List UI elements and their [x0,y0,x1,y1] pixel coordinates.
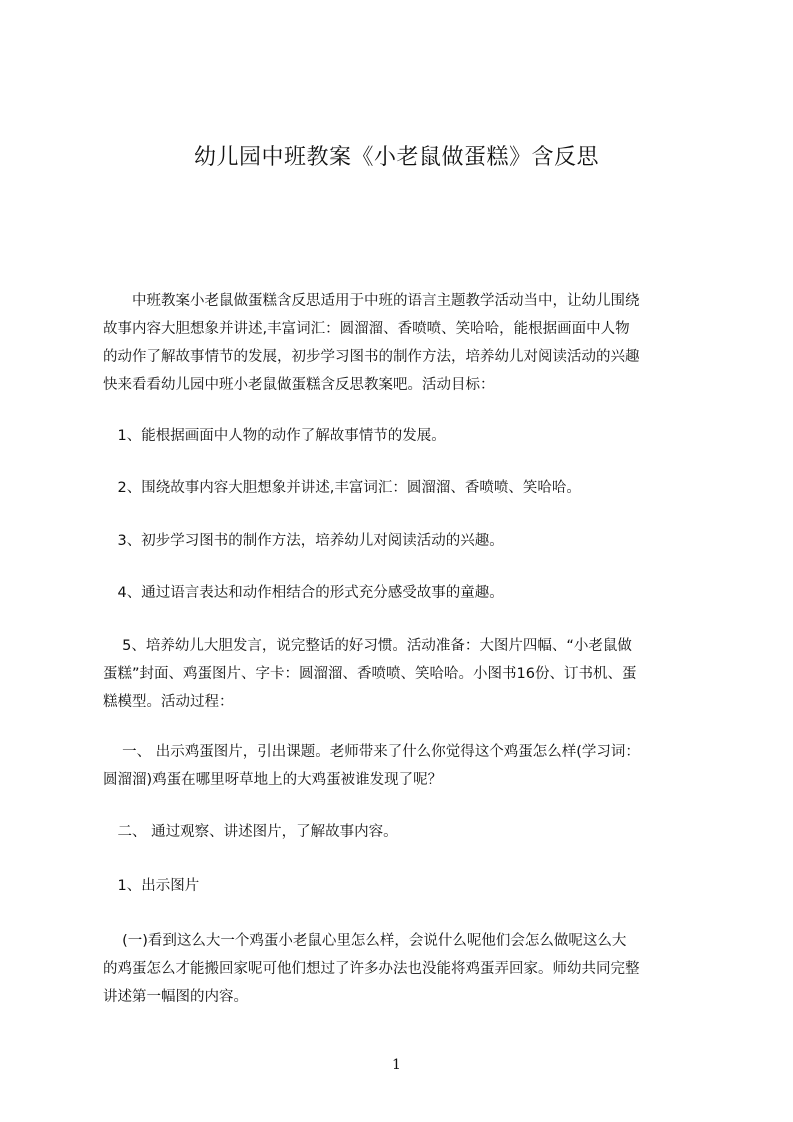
page-title: 幼儿园中班教案《小老鼠做蛋糕》含反思 [193,145,599,170]
step-2-heading: 二、 通过观察、讲述图片，了解故事内容。 [103,824,398,840]
goal-item-4: 4、通过语言表达和动作相结合的形式充分感受故事的童趣。 [103,585,504,601]
goal-item-1: 1、能根据画面中人物的动作了解故事情节的发展。 [103,428,446,444]
text-line: 一、 出示鸡蛋图片，引出课题。老师带来了什么你觉得这个鸡蛋怎么样(学习词： [103,744,640,760]
step-1-paragraph [103,738,703,794]
text-line: (一)看到这么大一个鸡蛋小老鼠心里怎么样，会说什么呢他们会怎么做呢这么大 [103,933,627,949]
text-line: 的鸡蛋怎么才能搬回家呢可他们想过了许多办法也没能将鸡蛋弄回家。师幼共同完整 [103,961,640,977]
step-2-1-heading: 1、出示图片 [103,878,200,894]
text-line: 蛋糕”封面、鸡蛋图片、字卡：圆溜溜、香喷喷、笑哈哈。小图书16份、订书机、蛋 [103,666,637,682]
text-line: 中班教案小老鼠做蛋糕含反思适用于中班的语言主题教学活动当中，让幼儿围绕 [103,293,640,309]
intro-paragraph [103,287,703,399]
text-line: 5、培养幼儿大胆发言，说完整话的好习惯。活动准备：大图片四幅、“小老鼠做 [103,638,632,654]
goal-item-5-paragraph [103,632,703,716]
page-number: 1 [392,1057,401,1073]
text-line: 圆溜溜)鸡蛋在哪里呀草地上的大鸡蛋被谁发现了呢？ [103,772,443,788]
goal-item-2: 2、围绕故事内容大胆想象并讲述,丰富词汇：圆溜溜、香喷喷、笑哈哈。 [103,480,581,496]
goal-item-3: 3、初步学习图书的制作方法，培养幼儿对阅读活动的兴趣。 [103,533,504,549]
step-2-1a-paragraph [103,927,703,1011]
text-line: 糕模型。活动过程： [103,694,234,710]
text-line: 的动作了解故事情节的发展，初步学习图书的制作方法，培养幼儿对阅读活动的兴趣 [103,349,640,365]
text-line: 故事内容大胆想象并讲述,丰富词汇：圆溜溜、香喷喷、笑哈哈，能根据画面中人物 [103,321,630,337]
text-line: 快来看看幼儿园中班小老鼠做蛋糕含反思教案吧。活动目标： [103,377,495,393]
text-line: 讲述第一幅图的内容。 [103,989,248,1005]
